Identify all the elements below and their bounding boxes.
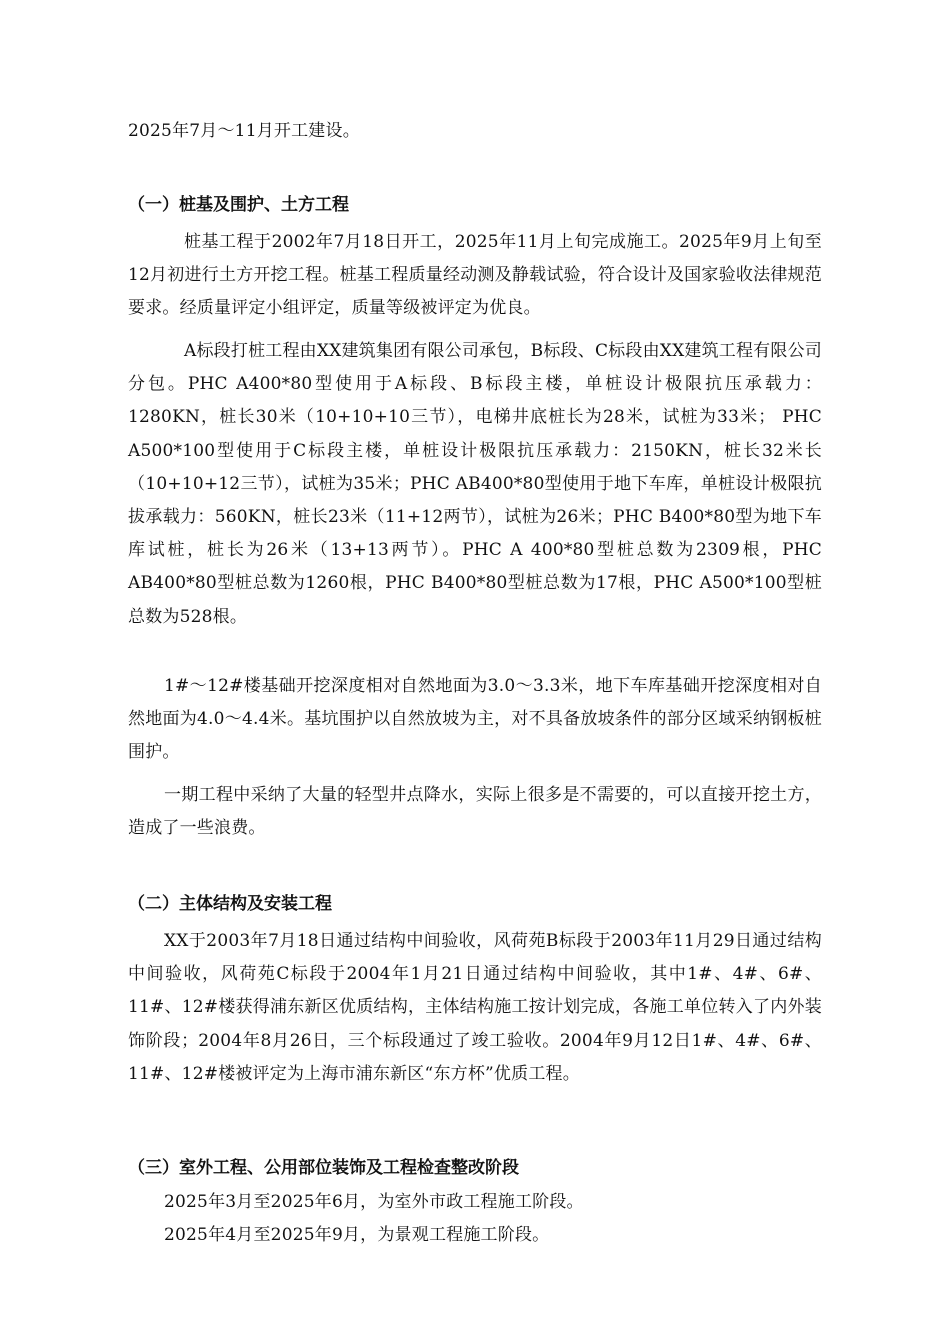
section-heading-1: （一）桩基及围护、土方工程 <box>128 195 349 215</box>
intro-line: 2025年7月～11月开工建设。 <box>128 121 360 141</box>
paragraph-municipal-works: 2025年3月至2025年6月，为室外市政工程施工阶段。 <box>164 1192 584 1212</box>
paragraph-pile-foundation: 桩基工程于2002年7月18日开工，2025年11月上旬完成施工。2025年9月上旬至12月初进行土方开挖工程。桩基工程质量经动测及静载试验，符合设计及国家验收法律规范要求。经质量评定小组评定，质量等级被评定为优良。 <box>128 232 822 319</box>
paragraph-main-structure: XX于2003年7月18日通过结构中间验收，风荷苑B标段于2003年11月29日通过结构中间验收，风荷苑C标段于2004年1月21日通过结构中间验收，其中1#、4#、6#、11#、12#楼获得浦东新区优质结构，主体结构施工按计划完成，各施工单位转入了内外装饰阶段；2004年8月26日，三个标段通过了竣工验收。2004年9月12日1#、4#、6#、11#、12#楼被评定为上海市浦东新区“东方杯”优质工程。 <box>128 931 822 1084</box>
section-heading-3: （三）室外工程、公用部位装饰及工程检查整改阶段 <box>128 1158 519 1178</box>
paragraph-excavation-depth: 1#～12#楼基础开挖深度相对自然地面为3.0～3.3米，地下车库基础开挖深度相对自然地面为4.0～4.4米。基坑围护以自然放坡为主，对不具备放坡条件的部分区域采纳钢板桩围护。 <box>128 676 822 763</box>
section-heading-2: （二）主体结构及安装工程 <box>128 894 332 914</box>
paragraph-landscape-works: 2025年4月至2025年9月，为景观工程施工阶段。 <box>164 1225 550 1245</box>
paragraph-pile-contracts: A标段打桩工程由XX建筑集团有限公司承包，B标段、C标段由XX建筑工程有限公司分包。PHC A400*80型使用于A标段、B标段主楼，单桩设计极限抗压承载力：1280KN，桩长30米（10+10+10三节），电梯井底桩长为28米，试桩为33米； PHC A500*100型使用于C标段主楼，单桩设计极限抗压承载力：2150KN，桩长32米长（10+10+12三节），试桩为35米；PHC AB400*80型使用于地下车库，单桩设计极限抗拔承载力：560KN，桩长23米（11+12两节），试桩为26米；PHC B400*80型为地下车库试桩，桩长为26米（13+13两节）。PHC A 400*80型桩总数为2309根，PHC AB400*80型桩总数为1260根，PHC B400*80型桩总数为17根，PHC A500*100型桩总数为528根。 <box>128 341 822 627</box>
paragraph-dewatering: 一期工程中采纳了大量的轻型井点降水，实际上很多是不需要的，可以直接开挖土方，造成了一些浪费。 <box>128 785 822 839</box>
